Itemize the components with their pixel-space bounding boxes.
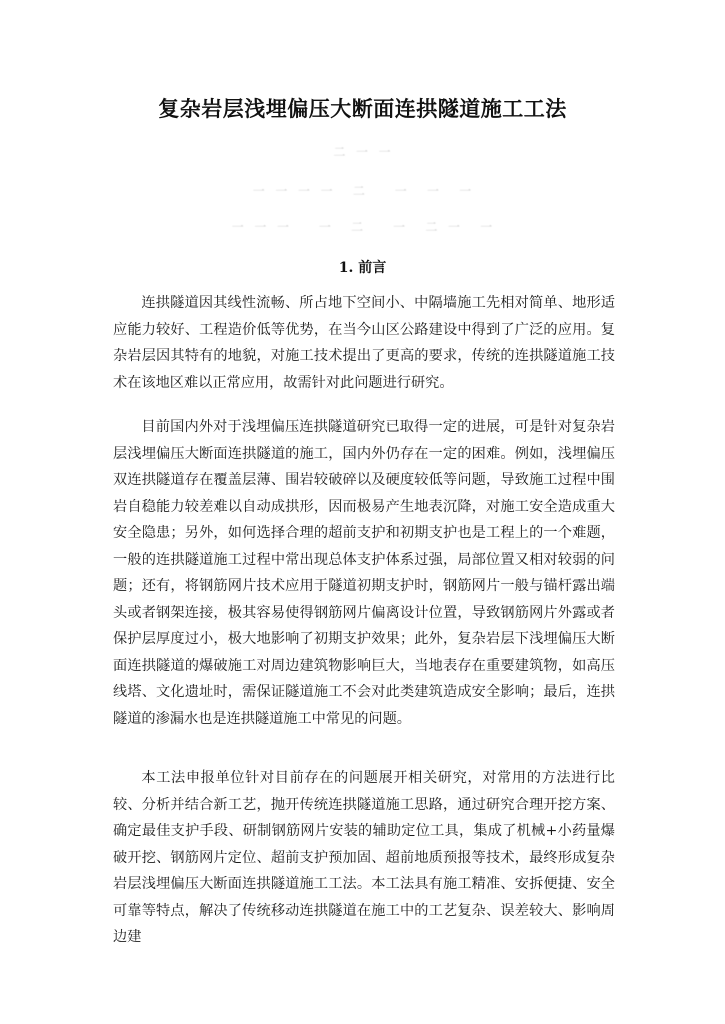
faded-affiliation-line: 一 一 一 一 二 一 二 一 一 <box>231 220 494 234</box>
faded-author-line: 二 一 一 <box>333 145 392 159</box>
document-title: 复杂岩层浅埋偏压大断面连拱隧道施工工法 <box>158 97 567 121</box>
paragraph: 连拱隧道因其线性流畅、所占地下空间小、中隔墙施工先相对简单、地形适应能力较好、工程造价低等优势，在当今山区公路建设中得到了广泛的应用。复杂岩层因其特有的地貌，对施工技术提出了更高的要求，传统的连拱隧道施工技术在该地区难以正常应用，故需针对此问题进行研究。 <box>113 295 615 391</box>
paragraph: 本工法申报单位针对目前存在的问题展开相关研究，对常用的方法进行比较、分析并结合新工艺，抛开传统连拱隧道施工思路，通过研究合理开挖方案、确定最佳支护手段、研制钢筋网片安装的辅助定位工具，集成了机械+小药量爆破开挖、钢筋网片定位、超前支护预加固、超前地质预报等技术，最终形成复杂岩层浅埋偏压大断面连拱隧道施工工法。本工法具有施工精准、安拆便捷、安全可靠等特点，解决了传统移动连拱隧道在施工中的工艺复杂、误差较大、影响周边建 <box>113 770 615 945</box>
paragraph: 目前国内外对于浅埋偏压连拱隧道研究已取得一定的进展，可是针对复杂岩层浅埋偏压大断面连拱隧道的施工，国内外仍存在一定的困难。例如，浅埋偏压双连拱隧道存在覆盖层薄、围岩较破碎以及硬度较低等问题，导致施工过程中围岩自稳能力较差难以自动成拱形，因而极易产生地表沉降，对施工安全造成重大安全隐患；另外，如何选择合理的超前支护和初期支护也是工程上的一个难题，一般的连拱隧道施工过程中常出现总体支护体系过强，局部位置又相对较弱的问题；还有，将钢筋网片技术应用于隧道初期支护时，钢筋网片一般与锚杆露出端头或者钢架连接，极其容易使得钢筋网片偏离设计位置，导致钢筋网片外露或者保护层厚度过小，极大地影响了初期支护效果；此外，复杂岩层下浅埋偏压大断面连拱隧道的爆破施工对周边建筑物影响巨大，当地表存在重要建筑物，如高压线塔、文化遗址时，需保证隧道施工不会对此类建筑造成安全影响；最后，连拱隧道的渗漏水也是连拱隧道施工中常见的问题。 <box>113 419 615 727</box>
section-heading: 1. 前言 <box>338 260 387 276</box>
faded-affiliation-line: 一 一 一 一 二 一 一 一 <box>252 184 473 198</box>
